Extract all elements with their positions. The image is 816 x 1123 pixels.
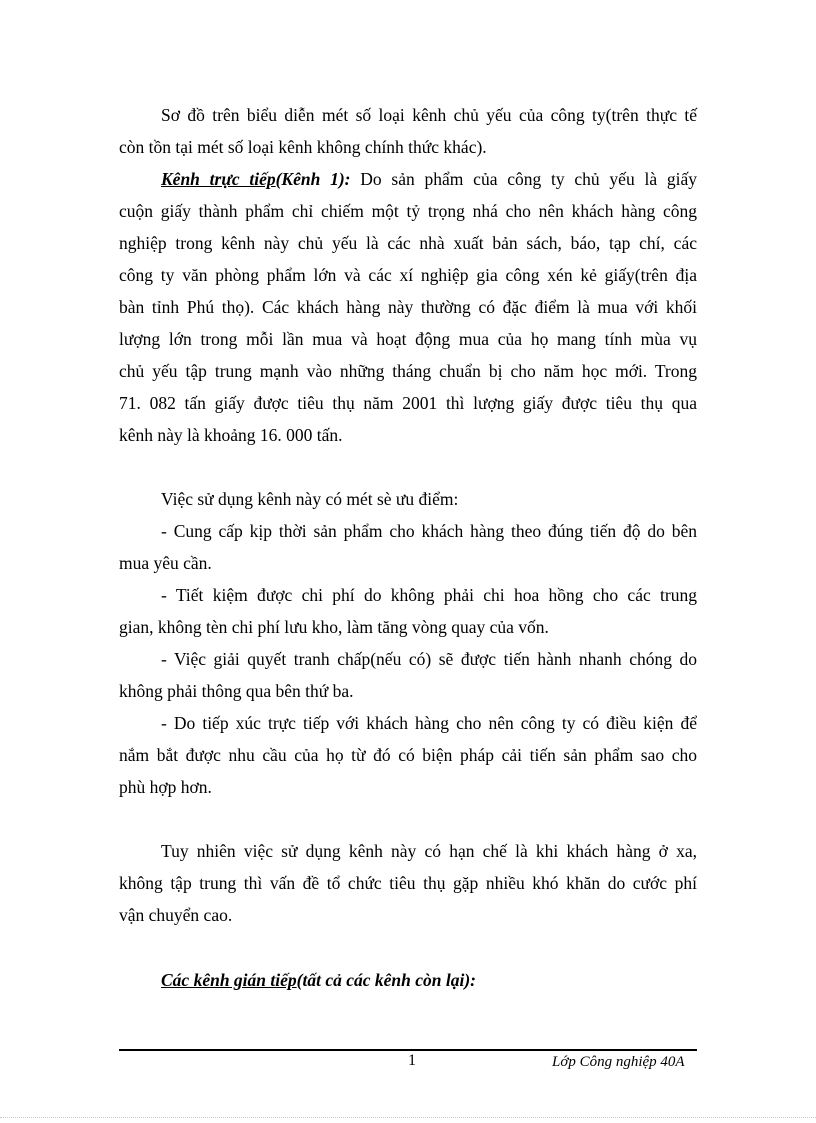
paragraph-line: Sơ đồ trên biểu diễn mét số loại kênh chủ yếu của công ty(trên thực tế — [161, 105, 697, 125]
bullet-line: - Việc giải quyết tranh chấp(nếu có) sẽ được tiến hành nhanh chóng do — [161, 649, 697, 669]
bullet-line: - Cung cấp kịp thời sản phẩm cho khách hàng theo đúng tiến độ do bên — [161, 521, 697, 541]
paragraph-line: kênh này là khoảng 16. 000 tấn. — [119, 425, 343, 445]
paragraph-line: 71. 082 tấn giấy được tiêu thụ năm 2001 thì lượng giấy được tiêu thụ qua — [119, 393, 697, 413]
bullet-line: - Tiết kiệm được chi phí do không phải chi hoa hồng cho các trung — [161, 585, 697, 605]
bullet-line: nắm bắt được nhu cầu của họ từ đó có biện pháp cải tiến sản phẩm sao cho — [119, 745, 697, 765]
paragraph-line: Tuy nhiên việc sử dụng kênh này có hạn chế là khi khách hàng ở xa, — [161, 841, 697, 861]
footer-class-label: Lớp Công nghiệp 40A — [552, 1054, 685, 1070]
paragraph-line: Việc sử dụng kênh này có mét sè ưu điểm: — [161, 489, 459, 509]
paragraph-line: công ty văn phòng phẩm lớn và các xí nghiệp gia công xén kẻ giấy(trên địa — [119, 265, 697, 285]
paragraph-line: cuộn giấy thành phẩm chỉ chiếm một tỷ trọng nhá cho nên khách hàng công — [119, 201, 697, 221]
section-heading-direct: Kênh trực tiếp — [161, 169, 276, 189]
paragraph-text: Do sản phẩm của công ty chủ yếu là giấy — [350, 169, 697, 189]
section-heading-indirect-tail: (tất cả các kênh còn lại): — [296, 970, 476, 990]
paragraph-line: chủ yếu tập trung mạnh vào những tháng chuẩn bị cho năm học mới. Trong — [119, 361, 697, 381]
bullet-line: mua yêu cần. — [119, 553, 212, 573]
paragraph-line: nghiệp trong kênh này chủ yếu là các nhà xuất bản sách, báo, tạp chí, các — [119, 233, 697, 253]
section-heading-indirect-title: Các kênh gián tiếp — [161, 970, 297, 990]
paragraph-line: vận chuyển cao. — [119, 905, 233, 925]
paragraph-line: lượng lớn trong mỗi lần mua và hoạt động mua của họ mang tính mùa vụ — [119, 329, 697, 349]
bullet-line: phù hợp hơn. — [119, 777, 212, 797]
bullet-line: - Do tiếp xúc trực tiếp với khách hàng cho nên công ty có điều kiện để — [161, 713, 697, 733]
page-bottom-border — [0, 1117, 816, 1118]
paragraph-line: không tập trung thì vấn đề tổ chức tiêu thụ gặp nhiều khó khăn do cước phí — [119, 873, 697, 893]
section-heading-indirect — [119, 964, 697, 996]
page-number: 1 — [408, 1052, 416, 1069]
footer-divider — [119, 1049, 697, 1051]
paragraph-line: còn tồn tại mét số loại kênh không chính thức khác). — [119, 137, 487, 157]
bullet-line: gian, không tèn chi phí lưu kho, làm tăng vòng quay của vốn. — [119, 617, 549, 637]
paragraph-line — [119, 163, 697, 195]
bullet-line: không phải thông qua bên thứ ba. — [119, 681, 354, 701]
paragraph-line: bàn tỉnh Phú thọ). Các khách hàng này thường có đặc điểm là mua với khối — [119, 297, 697, 317]
section-heading-direct-tail: (Kênh 1): — [275, 169, 351, 189]
